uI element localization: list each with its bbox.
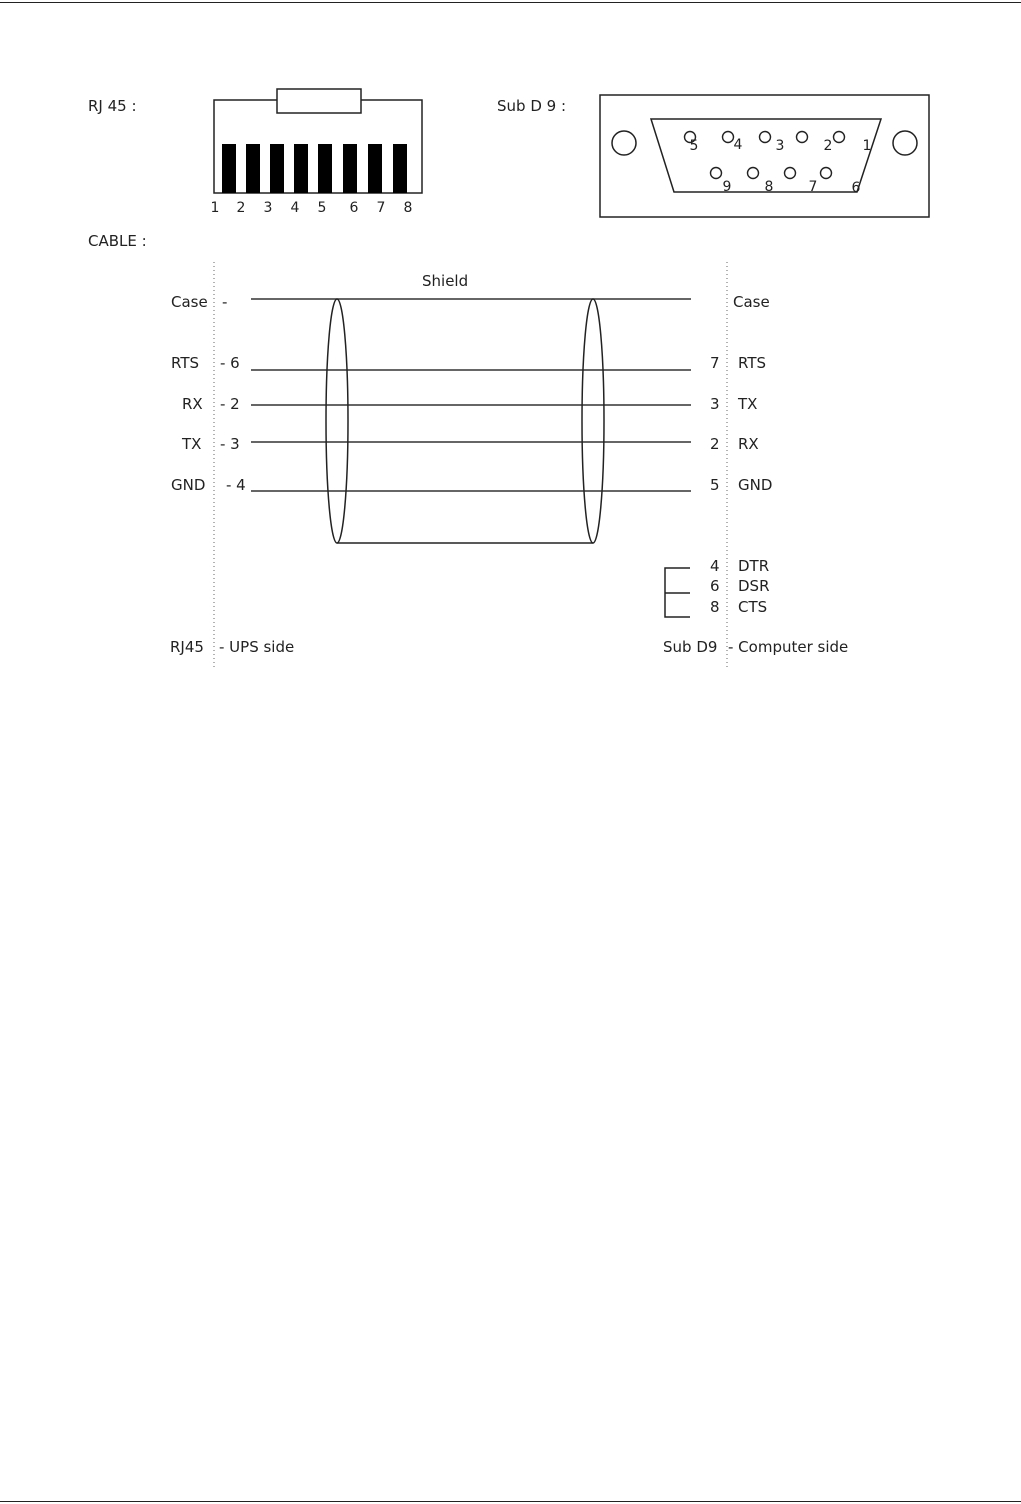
rj45-contact-6	[343, 144, 357, 193]
subd9-pins	[685, 132, 872, 197]
left-footer-desc: - UPS side	[219, 638, 295, 656]
subd9-mount-hole-right	[893, 131, 917, 155]
left-footer-name: RJ45	[170, 638, 204, 656]
loopback-bracket	[665, 568, 690, 617]
subd9-pin-hole-6	[821, 168, 832, 179]
subd9-pin-hole-7	[785, 168, 796, 179]
shield-label: Shield	[422, 272, 469, 290]
rj45-connector	[211, 89, 422, 216]
right-rts-pin: 7	[710, 354, 720, 372]
right-rts-label: RTS	[738, 354, 767, 372]
left-case-pin: -	[222, 293, 228, 311]
rj45-contact-3	[270, 144, 284, 193]
cable-shield	[326, 299, 604, 543]
shield-left-ellipse	[326, 299, 348, 543]
left-tx-pin: - 3	[220, 435, 240, 453]
right-footer-desc: - Computer side	[728, 638, 849, 656]
shield-right-ellipse	[582, 299, 604, 543]
left-rx-label: RX	[182, 395, 203, 413]
rj45-contacts	[222, 144, 407, 193]
subd9-pin-label: 4	[733, 137, 743, 153]
right-rx-label: RX	[738, 435, 759, 453]
subd9-pin-hole-8	[748, 168, 759, 179]
left-rts-pin: - 6	[220, 354, 240, 372]
rj45-pin-labels	[211, 200, 413, 216]
right-footer-name: Sub D9	[663, 638, 718, 656]
rj45-pin-label: 2	[236, 200, 246, 216]
subd9-pin-label: 5	[689, 138, 699, 154]
rj45-pin-label: 8	[403, 200, 413, 216]
rj45-pin-label: 5	[317, 200, 327, 216]
subd9-pin-label: 2	[823, 138, 833, 154]
right-case-label: Case	[733, 293, 770, 311]
right-gnd-label: GND	[738, 476, 773, 494]
left-gnd-pin: - 4	[226, 476, 246, 494]
rj45-contact-4	[294, 144, 308, 193]
rj45-latch	[277, 89, 361, 113]
left-rx-pin: - 2	[220, 395, 240, 413]
subd9-pin-label: 3	[775, 138, 785, 154]
rj45-pin-label: 3	[263, 200, 273, 216]
rj45-contact-7	[368, 144, 382, 193]
right-tx-label: TX	[738, 395, 758, 413]
right-cts-label: CTS	[738, 598, 768, 616]
rj45-contact-2	[246, 144, 260, 193]
rj45-pin-label: 1	[210, 200, 220, 216]
right-tx-pin: 3	[710, 395, 720, 413]
subd9-label: Sub D 9 :	[497, 97, 567, 115]
rj45-pin-label: 4	[290, 200, 300, 216]
rj45-contact-1	[222, 144, 236, 193]
right-dsr-pin: 6	[710, 577, 720, 595]
subd9-pin-label: 8	[764, 179, 774, 195]
subd9-pin-label: 6	[851, 180, 861, 196]
rj45-label: RJ 45 :	[88, 97, 137, 115]
left-tx-label: TX	[182, 435, 202, 453]
right-cts-pin: 8	[710, 598, 720, 616]
subd9-pin-hole-4	[723, 132, 734, 143]
subd9-pin-label: 1	[862, 138, 872, 154]
subd9-pin-hole-1	[834, 132, 845, 143]
subd9-pin-label: 9	[722, 179, 732, 195]
cable-label: CABLE :	[88, 232, 147, 250]
rj45-pin-label: 6	[349, 200, 359, 216]
subd9-pin-hole-2	[797, 132, 808, 143]
left-rts-label: RTS	[171, 354, 200, 372]
right-dtr-pin: 4	[710, 557, 720, 575]
bottom-rule	[0, 1501, 1021, 1502]
subd9-pin-label: 7	[808, 179, 818, 195]
right-dsr-label: DSR	[738, 577, 770, 595]
subd9-pin-hole-9	[711, 168, 722, 179]
right-rx-pin: 2	[710, 435, 720, 453]
right-gnd-pin: 5	[710, 476, 720, 494]
left-gnd-label: GND	[171, 476, 206, 494]
rj45-contact-5	[318, 144, 332, 193]
right-dtr-label: DTR	[738, 557, 770, 575]
subd9-pin-hole-3	[760, 132, 771, 143]
rj45-contact-8	[393, 144, 407, 193]
rj45-pin-label: 7	[376, 200, 386, 216]
left-case-label: Case	[171, 293, 208, 311]
subd9-connector	[600, 95, 929, 217]
subd9-mount-hole-left	[612, 131, 636, 155]
subd9-frame	[600, 95, 929, 217]
